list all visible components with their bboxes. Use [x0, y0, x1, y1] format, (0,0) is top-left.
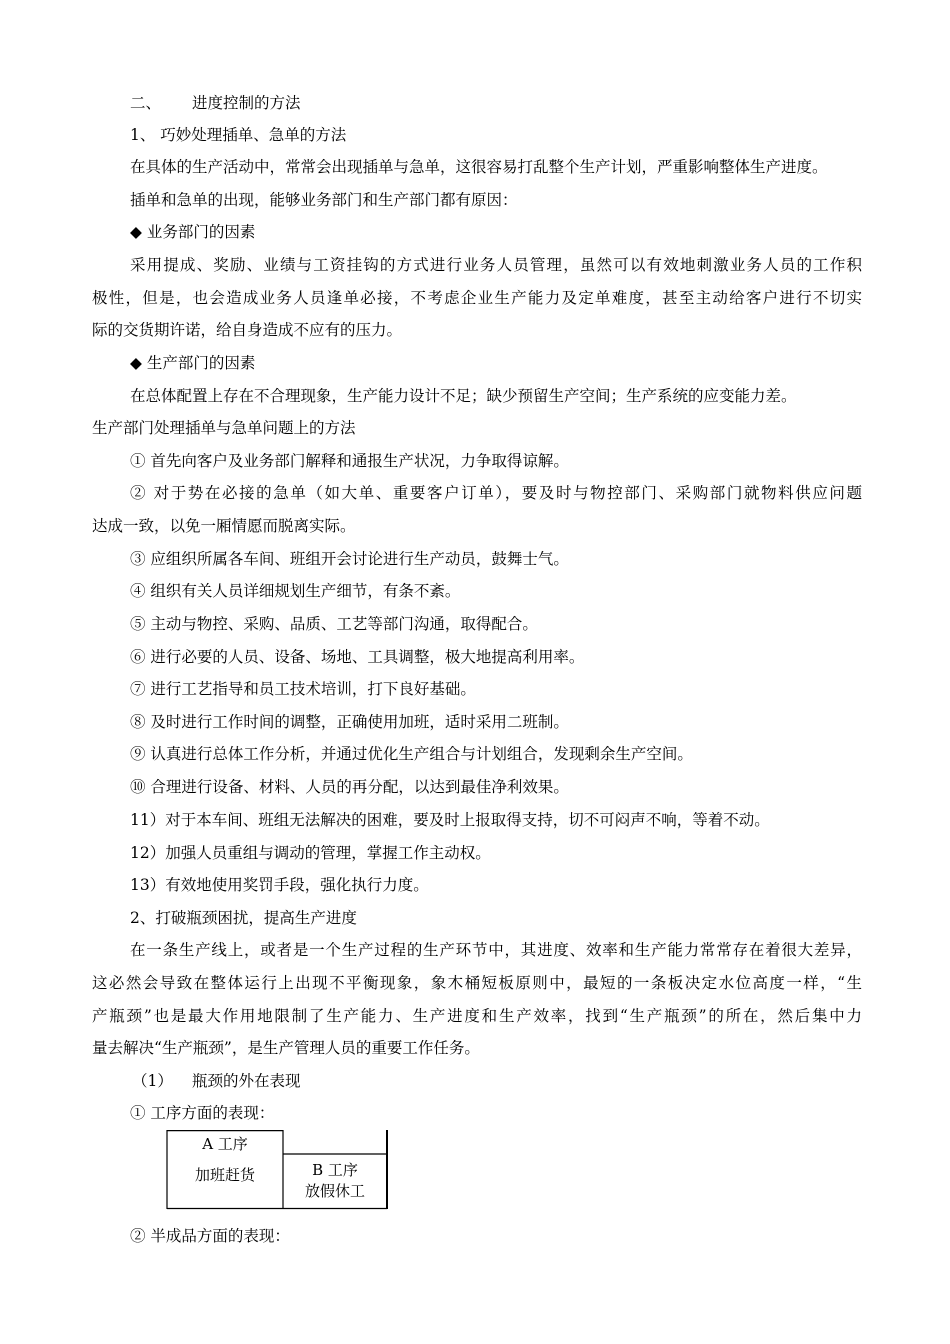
process-a-text: 加班赶货 — [194, 1166, 255, 1184]
process-diagram — [166, 1130, 389, 1210]
paragraph-6-line-2: 这必然会导致在整体运行上出现不平衡现象，象木桶短板原则中，最短的一条板决定水位高度一样，“生 — [92, 974, 862, 992]
paragraph-6-line-4: 量去解决“生产瓶颈”，是生产管理人员的重要工作任务。 — [92, 1039, 480, 1057]
heading-number: 二、 — [130, 94, 162, 112]
paragraph-5: 生产部门处理插单与急单问题上的方法 — [92, 419, 356, 437]
process-b-label: B 工序 — [312, 1161, 358, 1179]
paragraph-3-line-2: 极性，但是，也会造成业务人员逢单必接，不考虑企业生产能力及定单难度，甚至主动给客户进行不切实 — [92, 289, 862, 307]
subheading-2: 2、打破瓶颈困扰，提高生产进度 — [130, 909, 357, 927]
list-item: 11）对于本车间、班组无法解决的困难，要及时上报取得支持，切不可闷声不响，等着不动。 — [130, 811, 770, 829]
list-item: ⑨ 认真进行总体工作分析，并通过优化生产组合与计划组合，发现剩余生产空间。 — [130, 745, 693, 763]
process-b-text: 放假休工 — [304, 1182, 365, 1200]
heading-title: 进度控制的方法 — [192, 94, 301, 112]
list-item: ④ 组织有关人员详细规划生产细节，有条不紊。 — [130, 582, 461, 600]
subheading-3-title: 瓶颈的外在表现 — [192, 1072, 301, 1090]
list-item: 12）加强人员重组与调动的管理，掌握工作主动权。 — [130, 844, 491, 862]
paragraph-3-line-3: 际的交货期许诺，给自身造成不应有的压力。 — [92, 321, 403, 339]
paragraph-1: 在具体的生产活动中，常常会出现插单与急单，这很容易打乱整个生产计划，严重影响整体生产进度。 — [130, 158, 828, 176]
paragraph-3-line-1: 采用提成、奖励、业绩与工资挂钩的方式进行业务人员管理，虽然可以有效地刺激业务人员的工作积 — [130, 256, 862, 274]
list-item-continuation: 达成一致，以免一厢情愿而脱离实际。 — [92, 517, 356, 535]
list-item: ⑩ 合理进行设备、材料、人员的再分配，以达到最佳净利效果。 — [130, 778, 569, 796]
subheading-3-number: （1） — [132, 1072, 173, 1090]
bullet-business-dept: ◆ 业务部门的因素 — [130, 223, 256, 241]
paragraph-6-line-1: 在一条生产线上，或者是一个生产过程的生产环节中，其进度、效率和生产能力常常存在着很大差异， — [130, 941, 862, 959]
point-process: ① 工序方面的表现： — [130, 1104, 275, 1122]
list-item: ③ 应组织所属各车间、班组开会讨论进行生产动员，鼓舞士气。 — [130, 550, 569, 568]
list-item: ② 对于势在必接的急单（如大单、重要客户订单），要及时与物控部门、采购部门就物料供应问题 — [130, 484, 862, 502]
paragraph-4: 在总体配置上存在不合理现象，生产能力设计不足；缺少预留生产空间；生产系统的应变能力差。 — [130, 387, 797, 405]
point-semi-finished: ② 半成品方面的表现： — [130, 1227, 290, 1245]
subheading-1: 1、 巧妙处理插单、急单的方法 — [130, 126, 347, 144]
bullet-production-dept: ◆ 生产部门的因素 — [130, 354, 256, 372]
paragraph-6-line-3: 产瓶颈”也是最大作用地限制了生产能力、生产进度和生产效率，找到“生产瓶颈”的所在，然后集中力 — [92, 1007, 862, 1025]
list-item: ⑤ 主动与物控、采购、品质、工艺等部门沟通，取得配合。 — [130, 615, 538, 633]
list-item: 13）有效地使用奖罚手段，强化执行力度。 — [130, 876, 429, 894]
list-item: ⑧ 及时进行工作时间的调整，正确使用加班，适时采用二班制。 — [130, 713, 569, 731]
list-item: ⑥ 进行必要的人员、设备、场地、工具调整，极大地提高利用率。 — [130, 648, 585, 666]
list-item: ⑦ 进行工艺指导和员工技术培训，打下良好基础。 — [130, 680, 476, 698]
paragraph-2: 插单和急单的出现，能够业务部门和生产部门都有原因： — [130, 191, 518, 209]
process-a-label: A 工序 — [202, 1135, 248, 1153]
list-item: ① 首先向客户及业务部门解释和通报生产状况，力争取得谅解。 — [130, 452, 569, 470]
